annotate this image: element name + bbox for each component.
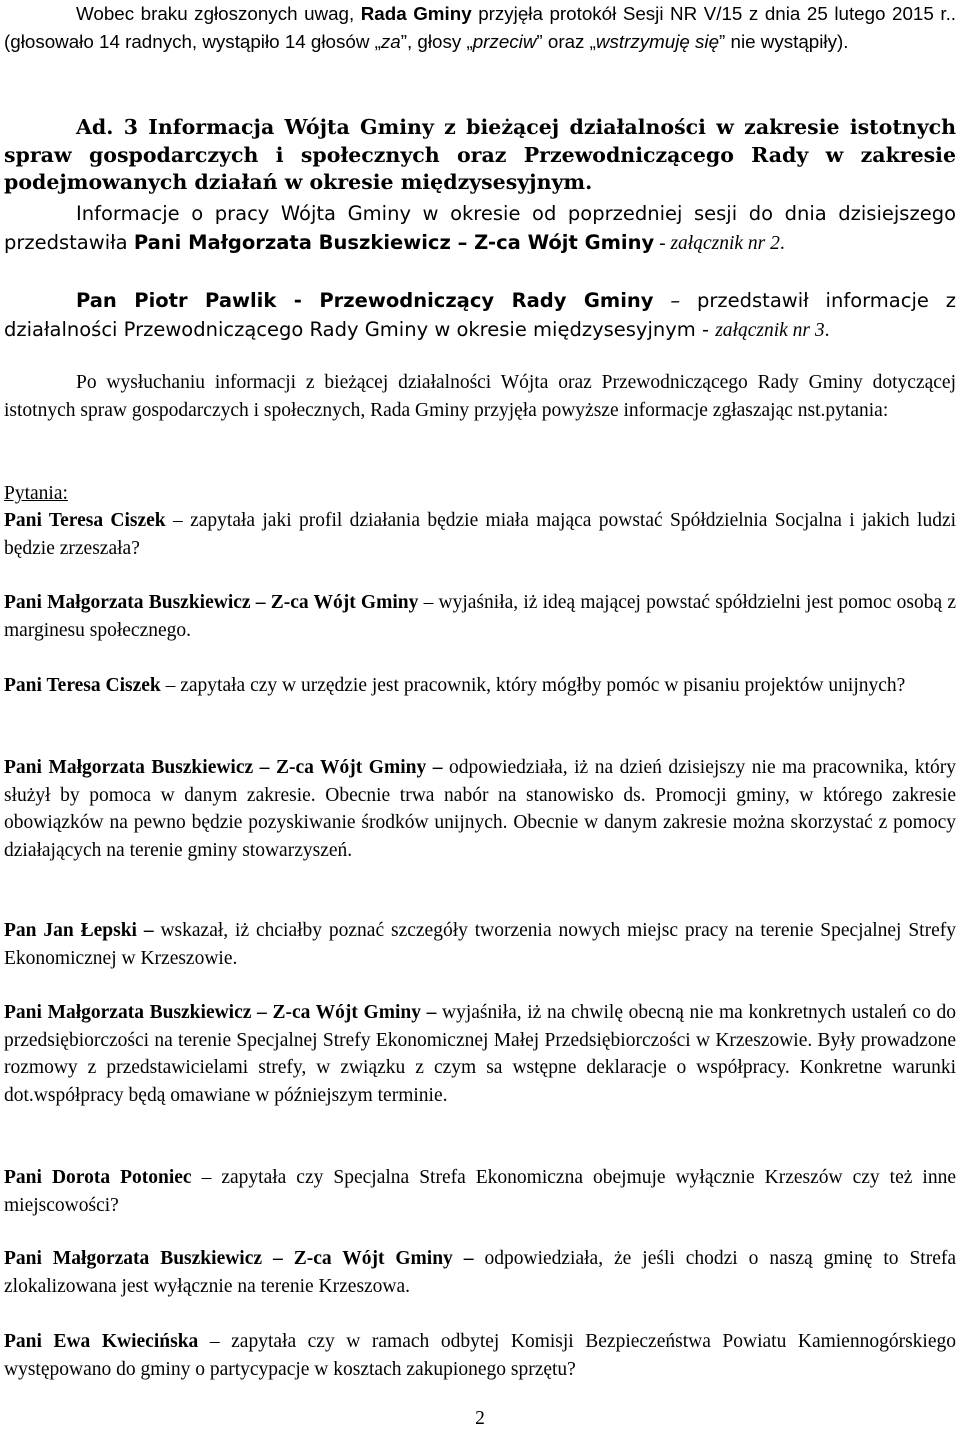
text: Informacje o pracy Wójta Gminy w okresie od poprzedniej sesji do dnia dzisiejszego przedstawiła	[4, 202, 956, 254]
text: – zapytała czy w urzędzie jest pracownik, który mógłby pomóc w pisaniu projektów unijnych?	[160, 675, 906, 696]
text: – zapytała czy w ramach odbytej Komisji Bezpieczeństwa Powiatu Kamiennogórskiego występowano do gminy o partycypacje w kosztach zakupionego sprzętu?	[4, 1331, 956, 1380]
answer-2	[4, 754, 956, 864]
paragraph-chairman-report	[4, 287, 956, 344]
text: wyjaśniła, iż na chwilę obecną nie ma konkretnych ustaleń co do przedsiębiorczości na terenie Specjalnej Strefy Ekonomicznej Małej Przedsiębiorczości w Krzeszowie. Były prowadzone rozmowy z przedstawicielami strefy, w związku z czym sa wstępne deklaracje o współpracy. Konkretne warunki dot.współpracy będą omawiane w późniejszym terminie.	[4, 1002, 956, 1106]
text: -	[654, 232, 671, 254]
text: – zapytała jaki profil działania będzie miała mająca powstać Spółdzielnia Socjalna i jakich ludzi będzie zrzeszała?	[4, 510, 957, 559]
section-heading: Ad. 3 Informacja Wójta Gminy z bieżącej działalności w zakresie istotnych spraw gospodarczych i społecznych oraz Przewodniczącego Rady w zakresie podejmowanych działań w okresie międzysesyjnym.	[4, 115, 956, 194]
italic-text: załącznik nr 3	[715, 319, 825, 341]
text: ”, głosy „	[400, 30, 473, 52]
text: odpowiedziała, iż na dzień dzisiejszy nie ma pracownika, który służył by pomoca w danym zakresie. Obecnie trwa nabór na stanowisko ds. Promocji gminy, w którego zakresie obowiązków na pewno będzie pozyskiwanie środków unijnych. Obecnie w danym zakresie można skorzystać z pomocy działających na terenie gminy stowarzyszeń.	[4, 757, 956, 861]
bold-text: Pani Teresa Ciszek	[4, 510, 166, 531]
text: odpowiedziała, że jeśli chodzi o naszą gminę to Strefa zlokalizowana jest wyłącznie na terenie Krzeszowa.	[4, 1248, 957, 1297]
text: – wyjaśniła, iż ideą mającej powstać spółdzielni jest pomoc osobą z marginesu społecznego.	[4, 592, 956, 641]
bold-text: Pani Małgorzata Buszkiewicz – Z-ca Wójt Gminy –	[4, 1002, 437, 1023]
answer-4	[4, 1245, 956, 1300]
question-1	[4, 507, 956, 562]
italic-text: załącznik nr 2	[670, 232, 780, 254]
text: ” nie wystąpiły).	[719, 30, 849, 52]
bold-text: Pani Ewa Kwiecińska	[4, 1331, 199, 1352]
underlined-text: Pytania:	[4, 483, 68, 504]
bold-text: Pan Piotr Pawlik - Przewodniczący Rady Gminy	[76, 289, 654, 312]
paragraph-council-acceptance: Po wysłuchaniu informacji z bieżącej działalności Wójta oraz Przewodniczącego Rady Gminy dotyczącej istotnych spraw gospodarczych i społecznych, Rada Gminy przyjęła powyższe informacje zgłaszając nst.pytania:	[4, 372, 956, 421]
question-3	[4, 917, 956, 972]
text: wskazał, iż chciałby poznać szczegóły tworzenia nowych miejsc pracy na terenie Specjalnej Strefy Ekonomicznej w Krzeszowie.	[4, 920, 956, 969]
page-number: 2	[475, 1408, 485, 1429]
text: przyjęła protokół Sesji NR V/15 z dnia 25 lutego 2015 r.. (głosowało 14 radnych, wystąpiło 14 głosów „	[4, 3, 957, 52]
paragraph-protocol-approval	[4, 0, 956, 55]
bold-text: Pani Małgorzata Buszkiewicz – Z-ca Wójt Gminy	[4, 592, 419, 613]
text: – zapytała czy Specjalna Strefa Ekonomiczna obejmuje wyłącznie Krzeszów czy też inne miejscowości?	[4, 1167, 956, 1216]
question-4	[4, 1164, 956, 1219]
question-2	[4, 672, 956, 700]
bold-text: Pani Teresa Ciszek	[4, 675, 161, 696]
questions-heading	[4, 480, 956, 508]
text: – przedstawił informacje z działalności Przewodniczącego Rady Gminy w okresie międzysesyjnym -	[4, 289, 956, 341]
bold-text: Pani Małgorzata Buszkiewicz – Z-ca Wójt Gminy –	[4, 1248, 474, 1269]
italic-text: wstrzymuję się	[595, 30, 720, 52]
bold-text: Rada Gminy	[360, 3, 472, 24]
bold-text: Pani Dorota Potoniec	[4, 1167, 192, 1188]
text: .	[824, 319, 830, 341]
answer-1	[4, 589, 956, 644]
italic-text: przeciw	[472, 30, 537, 52]
bold-text: Pani Małgorzata Buszkiewicz – Z-ca Wójt Gminy	[133, 230, 655, 254]
question-5	[4, 1328, 956, 1383]
paragraph-mayor-report	[4, 200, 956, 257]
bold-text: Pan Jan Łepski –	[4, 920, 154, 941]
answer-3	[4, 999, 956, 1109]
italic-text: za	[380, 30, 401, 52]
text: .	[779, 232, 785, 254]
text: Wobec braku zgłoszonych uwag,	[76, 3, 361, 24]
bold-text: Pani Małgorzata Buszkiewicz – Z-ca Wójt Gminy –	[4, 757, 443, 778]
text: ” oraz „	[536, 30, 596, 52]
